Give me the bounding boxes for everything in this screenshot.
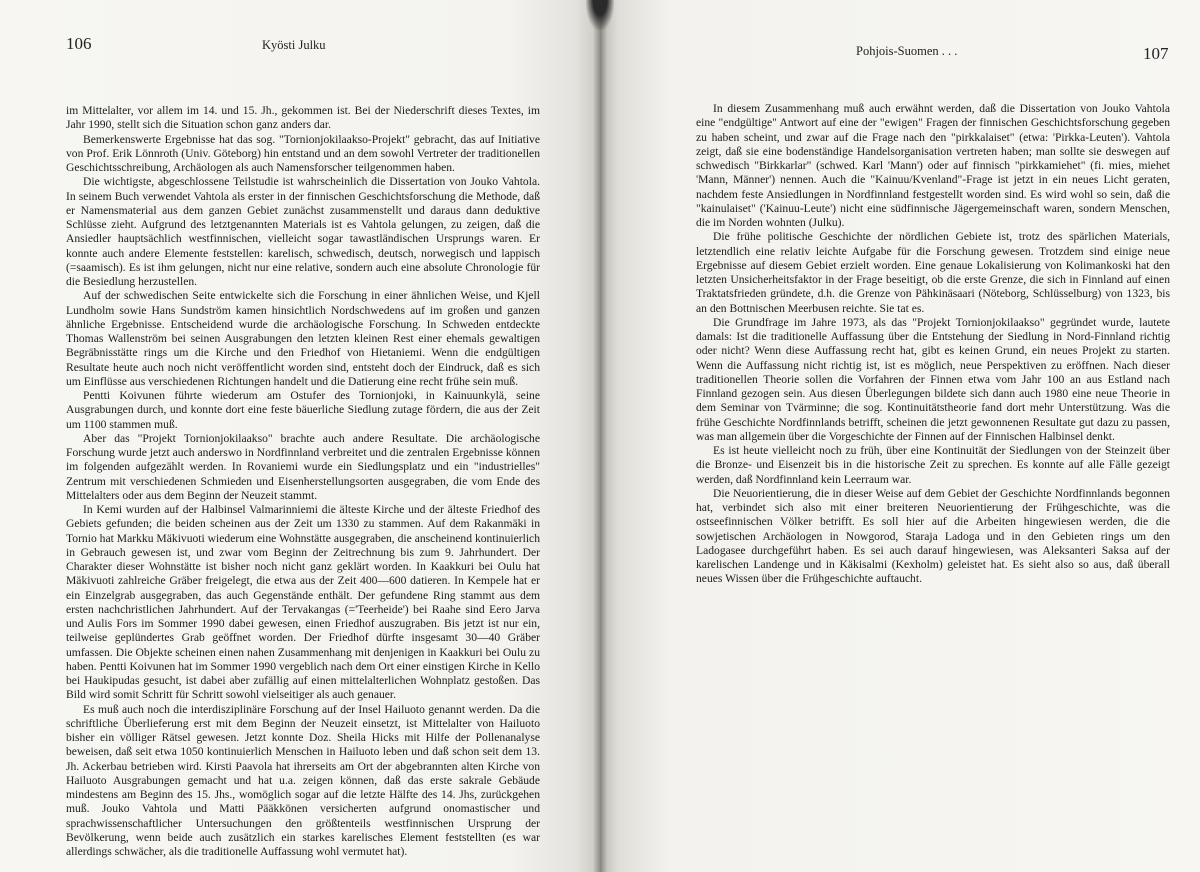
right-running-head: Pohjois-Suomen . . . [856,44,958,58]
paragraph: Pentti Koivunen führte wiederum am Ostufer des Tornionjoki, in Kainuunkylä, seine Ausgrabungen durch, und konnte dort eine feste bäuerliche Siedlung zutage fördern, die aus der Zeit um 1100 stammen muß. [66,389,540,431]
paragraph: Bemerkenswerte Ergebnisse hat das sog. "Tornionjokilaakso-Projekt" gebracht, das auf Initiative von Prof. Erik Lönnroth (Univ. Göteborg) hin entstand und an dem sowohl Vertreter der traditionellen Geschichtsschreibung, Archäologen als auch Namensforscher teilgenommen haben. [66,132,540,174]
book-gutter-shadow [593,0,607,872]
right-page-number: 107 [1143,44,1169,63]
right-page-body [696,102,1170,587]
binding-top-shadow [586,0,614,30]
paragraph: Aber das "Projekt Tornionjokilaakso" brachte auch andere Resultate. Die archäologische Forschung wurde jetzt auch anderswo in Nordfinnland verbreitet und die zentralen Ergebnisse können im folgenden aufgezählt werden. In Rovaniemi wurde ein Siedlungsplatz und ein "industrielles" Zentrum mit verschiedenen Schmieden und Eisenherstellungsorten ausgegraben, die vom Ende des Mittelalters oder aus dem Beginn der Neuzeit stammt. [66,431,540,502]
paragraph: In diesem Zusammenhang muß auch erwähnt werden, daß die Dissertation von Jouko Vahtola eine "endgültige" Antwort auf eine der "ewigen" Fragen der finnischen Geschichtsforschung gegeben zu haben scheint, und zwar auf die Frage nach den "pirkkalaiset" (etwa: 'Pirkka-Leuten'). Vahtola zeigt, daß sie eine bodenständige Handelsorganisation vertreten haben; man sollte sie deswegen auf schwedisch "Birkkarlar" (schwed. Karl 'Mann') oder auf finnisch "pirkkamiehet" (fi. mies, miehet 'Mann, Männer') nennen. Auch die "Kainuu/Kvenland"-Frage ist jetzt in ein neues Licht geraten, nachdem feste Ansiedlungen in Nordfinnland festgestellt worden sind. Es wird wohl so sein, daß die "kainulaiset" ('Kainuu-Leute') nicht eine südfinnische Jägergemeinschaft waren, sondern Menschen, die im Norden wohnten (Julku). [696,102,1170,229]
paragraph: Es muß auch noch die interdisziplinäre Forschung auf der Insel Hailuoto genannt werden. Da die schriftliche Überlieferung erst mit dem Beginn der Neuzeit einsetzt, ist Mittelalter von Hailuoto bisher ein völliger Rätsel gewesen. Jetzt konnte Doz. Sheila Hicks mit Hilfe der Pollenanalyse beweisen, daß seit etwa 1050 kontinuierlich Menschen in Hailuoto leben und daß schon seit dem 13. Jh. Ackerbau betrieben wird. Kirsti Paavola hat ihrerseits am Ort der abgebrannten alten Kirche von Hailuoto Ausgrabungen gemacht und hat u.a. zeigen können, daß das erste sakrale Gebäude mindestens am Beginn des 15. Jhs., womöglich sogar auf die letzte Hälfte des 14. Jhs, zurückgehen muß. Jouko Vahtola und Matti Pääkkönen versicherten aufgrund onomastischer und sprachwissenschaftlicher Untersuchungen den größtenteils westfinnischen Ursprung der Bevölkerung, wenn beide auch zusätzlich ein starkes karelisches Element feststellten (es war allerdings schwächer, als die traditionelle Auffassung wohl vermutet hat). [66,702,540,858]
paragraph: Die Grundfrage im Jahre 1973, als das "Projekt Tornionjokilaakso" gegründet wurde, lautete damals: Ist die traditionelle Auffassung über die Entstehung der Siedlung in Nord-Finnland richtig oder nicht? Wenn diese Auffassung recht hat, gibt es keinen Grund, ein neues Projekt zu starten. Wenn die Auffassung nicht richtig ist, ist es möglich, neue Perspektiven zu eröffnen. Nach dieser traditionellen Theorie sollen die Vorfahren der Finnen etwa vom Jahr 100 an aus Estland nach Finnland gezogen sein. Aus diesen Überlegungen bildete sich dann auch 1980 eine neue Theorie in dem Seminar von Tvärminne; die sog. Kontinuitätstheorie fand dort mehr Unterstützung. Was die frühe Geschichte Nordfinnlands betrifft, scheinen die jetzt gewonnenen Resultate gut dazu zu passen, was man allgemein über die Vorgeschichte der Finnen auf der Finnischen Halbinsel denkt. [696,315,1170,443]
right-page [600,0,1200,872]
paragraph: Die frühe politische Geschichte der nördlichen Gebiete ist, trotz des spärlichen Materials, letztendlich eine relativ leichte Aufgabe für die Forschung gewesen. Trotzdem sind einige neue Ergebnisse auf diesem Gebiet erzielt worden. Eine genaue Lokalisierung von Kolimankoski hat den letzten Unsicherheitsfaktor in der Frage beseitigt, ob die erste Grenze, die sich in Finnland auf einen Traktatsfrieden gründete, d.h. die Grenze von Pähkinäsaari (Nöteborg, Schlüsselburg) von 1323, bis an den Bottnischen Meerbusen reichte. Sie tat es. [696,230,1170,315]
left-page-body [66,104,540,859]
left-running-head: Kyösti Julku [262,38,326,52]
paragraph: In Kemi wurden auf der Halbinsel Valmarinniemi die älteste Kirche und der älteste Friedhof des Gebiets gefunden; die beiden scheinen aus der Zeit um 1330 zu stammen. Auf dem Rakanmäki in Tornio hat Markku Mäkivuoti wiederum eine Wohnstätte ausgegraben, die anscheinend kontinuierlich in Gebrauch gewesen ist, und zwar vom Beginn der Zeitrechnung bis zum 9. Jahrhundert. Der Charakter dieser Wohnstätte ist bisher noch nicht ganz geklärt worden. In Kaakkuri bei Oulu hat Mäkivuoti zahlreiche Gräber freigelegt, die etwa aus der Zeit 400—600 datieren. In Kempele hat er ein Einzelgrab ausgegraben, das auch Gegenstände enthält. Der gefundene Ring stammt aus dem ersten nachchristlichen Jahrhundert. Auf der Tervakangas (='Teerheide') bei Raahe sind Eero Jarva und Aulis Fors im Sommer 1990 dabei gewesen, einen Friedhof auszugraben. Bis jetzt ist nur ein, teilweise geplündertes Grab geöffnet worden. Der Friedhof dürfte insgesamt 30—40 Gräber umfassen. Die Objekte scheinen einen nahen Zusammenhang mit denjenigen in Kaakkuri bei Oulu zu haben. Pentti Koivunen hat im Sommer 1990 vergeblich nach dem Ort einer einstigen Kirche in Kello bei Haukipudas gesucht, ist dabei aber zufällig auf einen mittelalterlichen Wohnplatz gestoßen. Das Bild wird somit Schritt für Schritt sowohl vielseitiger als auch genauer. [66,503,540,702]
left-page-number: 106 [66,34,92,53]
paragraph: Es ist heute vielleicht noch zu früh, über eine Kontinuität der Siedlungen von der Steinzeit über die Bronze- und Eisenzeit bis in die historische Zeit zu sprechen. Es konnte auf alle Fälle gezeigt werden, daß Nordfinnland kein Leerraum war. [696,444,1170,486]
paragraph: Die Neuorientierung, die in dieser Weise auf dem Gebiet der Geschichte Nordfinnlands begonnen hat, verbindet sich also mit einer breiteren Neuorientierung der Frühgeschichte, was die ostseefinnischen Völker betrifft. Es soll hier auf die Arbeiten hingewiesen werden, die die sowjetischen Archäologen in Nowgorod, Staraja Ladoga und in den Gebieten rings um den Ladogasee durchgeführt haben. Es sei auch darauf hingewiesen, was Aleksanteri Saksa auf der karelischen Landenge und in Käkisalmi (Kexholm) geleistet hat. Es sieht also so aus, daß überall neues Wissen über die Frühgeschichte auftaucht. [696,486,1170,586]
paragraph: im Mittelalter, vor allem im 14. und 15. Jh., gekommen ist. Bei der Niederschrift dieses Textes, im Jahr 1990, stellt sich die Situation schon ganz anders dar. [66,104,540,132]
paragraph: Die wichtigste, abgeschlossene Teilstudie ist wahrscheinlich die Dissertation von Jouko Vahtola. In seinem Buch verwendet Vahtola als erster in der finnischen Geschichtsforschung die Methode, daß er Namensmaterial aus dem ganzen Gebiet zunächst zusammenstellt und daraus dann deduktive Schlüsse zieht. Aufgrund des letztgenannten Materials ist es Vahtola gelungen, zu zeigen, daß die Ansiedler hauptsächlich westfinnischen, vielleicht sogar tawastländischen Ursprungs waren. Er konnte auch andere Elemente feststellen: karelisch, schwedisch, deutsch, norwegisch und lappisch (=saamisch). Es ist ihm gelungen, nicht nur eine relative, sondern auch eine absolute Chronologie für die Besiedlung herzustellen. [66,175,540,288]
paragraph: Auf der schwedischen Seite entwickelte sich die Forschung in einer ähnlichen Weise, und Kjell Lundholm sowie Hans Sundström kamen hinsichtlich Nordschwedens auf im großen und ganzen ähnliche Ergebnisse. Entscheidend wurde die archäologische Forschung. In Schweden entdeckte Thomas Wallenström bei seinen Ausgrabungen den letzten kleinen Rest einer ehemals gewaltigen Begräbnisstätte rings um die Kirche und den Friedhof von Hietaniemi. Wenn die endgültigen Resultate heute auch noch nicht veröffentlicht worden sind, entsteht doch der Eindruck, daß es sich um Einflüsse aus verschiedenen Richtungen handelt und die Datierung eine recht frühe sein muß. [66,289,540,388]
